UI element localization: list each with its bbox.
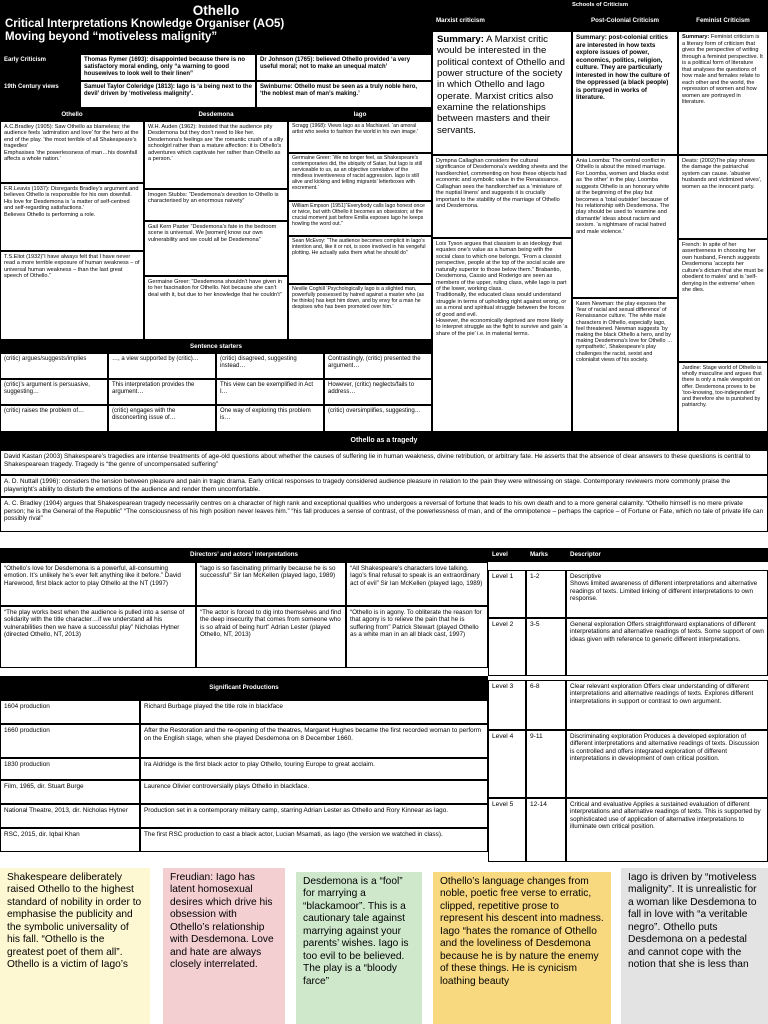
directors-heading: Directors’ and actors’ interpretations (0, 548, 488, 562)
level-descriptor: Descriptive Shows limited awareness of different interpretations and alternative readings of texts. Limited linking of different interpretations to own response. (566, 570, 768, 618)
descriptor-col-heading: Descriptor (566, 548, 768, 562)
iago-critic-coghill: Neville Coghill ‘Psychologically Iago is a slighted man, powerfully possessed by hatred against a master who (as he thinks) has kept him down, and by envy for a man he despises who has been promoted over him.’ (288, 284, 432, 340)
note-nobility: Shakespeare deliberately raised Othello to the highest standard of nobility in order to emphasise the publicity and the symbolic universality of his fall. “Othello is the greatest poet of them all”. Othello is a victim of Iago’s (0, 868, 150, 1024)
level-label: Level 4 (488, 730, 526, 798)
level-label: Level 2 (488, 618, 526, 676)
marxist-callaghan: Dympna Callaghan considers the cultural significance of Desdemona’s wedding sheets and the handkerchief, commenting on how these objects had economic and symbolic value in the Renaissance. Callaghan sees the handkerchief as a ‘miniature of the nuptial linens’ and suggests it is crucially important to the stability of the marriage of Othello and Desdemona. (432, 155, 572, 238)
feminist-deats: Deats: (2002)The play shows the damage the patriarchal system can cause. ‘abusive husbands and victimized wives’, women as the innocent party. (678, 155, 768, 239)
starter-cell: (critic) engages with the disconcerting issue of… (108, 405, 216, 432)
note-othello-language: Othello’s language changes from noble, poetic free verse to erratic, clipped, repetitive prose to represent his descent into madness. Iago “hates the romance of Othello and the loveliness of Desdemona because he is by nature the enemy of these things. He is cynicism loathing beauty (433, 872, 611, 1024)
level-label: Level 5 (488, 798, 526, 862)
level-descriptor: Discriminating exploration Produces a developed exploration of different interpretations and alternative readings of texts. Discussion is controlled and offers integrated exploration of different interpretations in development of own critical position. (566, 730, 768, 798)
production-detail: Richard Burbage played the title role in blackface (140, 700, 488, 724)
schools-heading: Schools of Criticism (432, 0, 768, 10)
production-detail: After the Restoration and the re-opening of the theatres, Margaret Hughes became the first recorded woman to perform on the English stage, when she played Desdemona on 8 December 1660. (140, 724, 488, 758)
marxist-summary-text: A Marxist critic would be interested in the political context of Othello and power structure of the society in which Othello and Iago operate. Marxist critics also examine the relationships between masters and their servants. (437, 34, 565, 136)
critic-swinburne: Swinburne: Othello must be seen as a truly noble hero, ‘the noblest man of man’s making.’ (256, 81, 432, 108)
starter-cell: This interpretation provides the argument… (108, 379, 216, 405)
level-marks: 9-11 (526, 730, 566, 798)
marxist-summary-label: Summary: (437, 34, 484, 45)
director-quote: “All Shakespeare’s characters love talking. Iago’s final refusal to speak is an extraordinary act of evil” Sir Ian McKellen (played Iago, 1989) (346, 562, 488, 606)
desdemona-critic-paster: Gail Kern Paster “Desdemona’s fate in the bedroom scene is universal. We [women] know our own vulnerability and we could all be Desdemona” (144, 221, 288, 276)
feminist-jardine: Jardine: Stage world of Othello is wholly masculine and argues that there is only a male viewpoint on offer. Desdemona proves to be ‘too-knowing, too-independent’ and therefore she is punished by patriarchy. (678, 362, 768, 432)
level-marks: 1-2 (526, 570, 566, 618)
critic-rymer: Thomas Rymer (1693): disappointed because there is no satisfactory moral ending, only “a warning to good housewives to look well to their linen” (80, 54, 256, 81)
iago-critic-greer: Germaine Greer: ‘We no longer feel, as Shakespeare’s contemporaries did, the ubiquity of Satan, but Iago is still serviceable to us, as an objective correlative of the mindless inventiveness of racist aggression. Iago is still alive and kicking and telling migrants’ letterboxes with excrement.’ (288, 153, 432, 201)
starter-cell: (critic) disagreed, suggesting instead… (216, 353, 324, 379)
iago-heading: Iago (288, 108, 432, 121)
level-col-heading: Level (488, 548, 526, 562)
production-year: 1604 production (0, 700, 140, 724)
page-subtitle-2: Moving beyond “motiveless malignity” (5, 31, 218, 43)
director-quote: “The play works best when the audience is pulled into a sense of solidarity with the title character…if we understand all his vulnerabilities then we have a successful play” Nicholas Hytner (directed Othello, NT, 2013) (0, 606, 196, 668)
page-subtitle: Critical Interpretations Knowledge Organiser (AO5) (5, 18, 285, 30)
director-quote: “Othello is in agony. To obliterate the reason for that agony is to relieve the pain that he is suffering from” Patrick Stewart (played Othello as a white man in an all black cast, 1997) (346, 606, 488, 668)
postcolonial-loomba: Ania Loomba: The central conflict in Othello is about the mixed marriage. For Loomba, women and blacks exist as ‘the other’ in the play. Loomba suggests Othello is an honorary white at the beginning of the play but becomes a ‘total outsider’ because of his relationship with Desdemona. The play should be used to ‘examine and dismantle’ ideas about racism and sexism. ‘a nightmare of racial hatred and male violence.’ (572, 155, 678, 298)
note-iago-malignity: Iago is driven by “motiveless malignity”. It is unrealistic for a woman like Desdemona to fall in love with “a veritable negro”. Othello puts Desdemona on a pedestal and cannot cope with the notion that she is less than (621, 868, 768, 1024)
level-marks: 6-8 (526, 680, 566, 730)
desdemona-heading: Desdemona (144, 108, 288, 121)
level-descriptor: Clear relevant exploration Offers clear understanding of different interpretations and alternative readings of texts. Explores different interpretations in support or contrast to own argument. (566, 680, 768, 730)
othello-heading: Othello (0, 108, 144, 121)
feminist-summary-text: Feminist criticism is a literary form of criticism that gives the perspective of writing through a feminist perspective. It is a political form of literature that analyses the questions of how male and females relate to each other and the world, the repression of women and how women are portrayed in literature. (682, 34, 763, 106)
level-marks: 3-5 (526, 618, 566, 676)
sentence-starters-heading: Sentence starters (0, 340, 432, 353)
tragedy-kastan: David Kastan (2003) Shakespeare’s tragedies are intense treatments of age-old questions about whether the causes of suffering lie in human weakness, divine retribution, or arbitrary fate. He asserts that the absence of clear answers to these questions is central to Shakespearean tragedy. Tragedy is “the genre of uncompensated suffering” (0, 450, 768, 475)
note-desdemona-fool: Desdemona is a “fool” for marrying a “blackamoor”. This is a cautionary tale against marrying against your parents’ wishes. Iago is too evil to be believed. The play is a “bloody farce” (296, 872, 422, 1024)
productions-heading: Significant Productions (0, 676, 488, 700)
feminist-heading: Feminist Criticism (678, 10, 768, 31)
desdemona-critic-auden: W.H. Auden (1962): Insisted that the audience pity Desdemona but they don’t need to like her. Desdemona’s feelings are ‘the romantic crush of a silly schoolgirl rather than a mature affection: it is Othello’s adventures which captivate her rather than Othello as a person.’ (144, 121, 288, 189)
iago-critic-mcevoy: Sean McEvoy: “The audience becomes complicit in Iago’s intention and, like it or not, is soon involved in his vengeful plotting. He actually asks them what he should do” (288, 236, 432, 284)
production-detail: The first RSC production to cast a black actor, Lucian Msamati, as Iago (the version we watched in class). (140, 828, 488, 852)
postcolonial-summary-text: post-colonial critics are interested in how texts explore issues of power, economics, politics, religion, culture. They are particularly interested in how the culture of the oppressed (a black people) is portrayed in works of literature. (576, 34, 670, 102)
feminist-summary (678, 31, 768, 155)
starter-cell: However, (critic) neglects/fails to address… (324, 379, 432, 405)
director-quote: “The actor is forced to dig into themselves and find the deep insecurity that comes from someone who is so afraid of being hurt” Adrian Lester (played Othello, NT, 2013) (196, 606, 346, 668)
othello-critic-eliot: T.S.Eliot (1932)“I have always felt that I have never read a more terrible exposure of human weakness – of universal human weakness – than the last great speech of Othello.” (0, 251, 144, 340)
postcolonial-summary (572, 31, 678, 155)
level-marks: 12-14 (526, 798, 566, 862)
desdemona-critic-greer: Germaine Greer: “Desdemona shouldn’t have given in to her fascination for Othello. Not because she can’t deal with it, but due to her knowledge that he couldn’t” (144, 276, 288, 340)
critic-johnson: Dr Johnson (1765): believed Othello provided ‘a very useful moral; not to make an unequal match’ (256, 54, 432, 81)
starter-cell: (critic)’s argument is persuasive, suggesting… (0, 379, 108, 405)
starter-cell: This view can be exemplified in Act I… (216, 379, 324, 405)
starter-cell: Contrastingly, (critic) presented the argument… (324, 353, 432, 379)
othello-critic-leavis: F.R.Leavis (1937): Disregards Bradley’s argument and believes Othello is responsible for his own downfall. His love for Desdemona is ‘a matter of self-centred and self-regarding satisfactions.’ Believes Othello is performing a role. (0, 183, 144, 251)
iago-critic-empson: William Empson (1951)“Everybody calls Iago honest once or twice, but with Othello it becomes an obsession; at the crucial moment just before Emilia exposes Iago he keeps howling the word out.” (288, 201, 432, 236)
production-year: 1830 production (0, 758, 140, 780)
marks-col-heading: Marks (526, 548, 566, 562)
starter-cell: (critic) oversimplifies, suggesting… (324, 405, 432, 432)
marxist-tyson: Lois Tyson argues that classism is an ideology that equates one’s value as a human being with the social class to which one belongs. “From a classist perspective, people at the top of the social scale are naturally superior to those below them.” Brabantio, Desdemona, Cassio and Roderigo are seen as members of the upper, ruling class, while Iago is part of the lower, working class. Traditionally, the educated class would understand struggle in terms of upholding right against wrong, or as a moral and spiritual struggle between the forces of good and evil. However, the economically deprived are more likely to interpret struggle as the fight to survive and gain ‘a share of the pie’ i.e. in material terms. (432, 238, 572, 432)
iago-critic-scragg: Scragg (1968): Views Iago as a Machiavel. ‘an amoral artist who seeks to fashion the world in his own image.’ (288, 121, 432, 153)
note-freudian: Freudian: Iago has latent homosexual desires which drive his obsession with Othello’s relationship with Desdemona. Love and hate are always closely interrelated. (163, 868, 285, 1024)
othello-critic-bradley: A.C.Bradley (1905): Saw Othello as blameless; the audience feels ‘admiration and love’ for the hero at the end of the play. ‘the most terrible of all Shakespeare’s tragedies’ Emphasises ‘the powerlessness of man…his downfall affects a whole nation.’ (0, 121, 144, 183)
production-year: Film, 1965, dir. Stuart Burge (0, 780, 140, 804)
production-detail: Laurence Olivier controversially plays Othello in blackface. (140, 780, 488, 804)
production-year: RSC, 2015, dir. Iqbal Khan (0, 828, 140, 852)
level-descriptor: General exploration Offers straightforward explanations of different interpretations and alternative readings of texts. Some support of own ideas given with reference to generic different interpretations. (566, 618, 768, 676)
starter-cell: …, a view supported by (critic)… (108, 353, 216, 379)
tragedy-bradley: A. C. Bradley (1904) argues that Shakespearean tragedy necessarily centres on a character of high rank and exceptional qualities who undergoes a reversal of fortune that leads to his own death and to a more general calamity. “Othello himself is no mere private person; he is the General of the Republic” “The consciousness of his high position never leaves him.” “his fall produces a sense of contrast, of the powerlessness of man, and of the omnipotence – perhaps the caprice – of Fortune or Fate, which no tale of private life can possibly rival” (0, 497, 768, 532)
marxist-summary (432, 31, 572, 155)
production-year: National Theatre, 2013, dir. Nicholas Hytner (0, 804, 140, 828)
production-detail: Ira Aldridge is the first black actor to play Othello, touring Europe to great acclaim. (140, 758, 488, 780)
desdemona-critic-stubbs: Imogen Stubbs: “Desdemona’s devotion to Othello is characterised by an enormous naivety” (144, 189, 288, 221)
feminist-summary-label: Summary: (682, 34, 710, 40)
header-block (0, 0, 432, 54)
director-quote: “Iago is so fascinating primarily because he is so successful” Sir Ian McKellen (played Iago, 1989) (196, 562, 346, 606)
postcolonial-heading: Post-Colonial Criticism (572, 10, 678, 31)
postcolonial-newman: Karen Newman: the play exposes the ‘fear of racial and sexual difference’ of Renaissance culture. ‘The white male characters in Othello, especially Iago, feel threatened. Newman suggests ‘by making the black Othello a hero, and by making Desdemona’s love for Othello … sympathetic’, Shakespeare’s play challenges the racist, sexist and colonialist views of his society. (572, 298, 678, 432)
production-detail: Production set in a contemporary military camp, starring Adrian Lester as Othello and Rory Kinnear as Iago. (140, 804, 488, 828)
director-quote: “Othello’s love for Desdemona is a powerful, all-consuming emotion. It’s unlikely he’s ever felt anything like it before.” David Harewood, first black actor to play Othello at the NT (1997) (0, 562, 196, 606)
postcolonial-summary-label: Summary: (576, 34, 607, 41)
level-label: Level 1 (488, 570, 526, 618)
critic-coleridge: Samuel Taylor Coleridge (1813): Iago is ‘a being next to the devil’ driven by ‘motiveless malignity’. (80, 81, 256, 108)
marxist-heading: Marxist criticism (432, 10, 572, 31)
level-descriptor: Critical and evaluative Applies a sustained evaluation of different interpretations and alternative readings of texts. This is supported by sophisticated use of application of alternative interpretations to illuminate own critical position. (566, 798, 768, 862)
starter-cell: (critic) argues/suggests/implies (0, 353, 108, 379)
early-criticism-label: Early Criticism (0, 54, 80, 81)
level-label: Level 3 (488, 680, 526, 730)
starter-cell: (critic) raises the problem of… (0, 405, 108, 432)
tragedy-nuttall: A. D. Nuttall (1996): considers the tension between pleasure and pain in tragic drama. Early critical responses to tragedy considered audience pleasure in relation to the pain they were witnessing on stage. Contemporary reviewers more commonly praise the playwright’s ability to disturb the emotions of the audience and render them uncomfortable. (0, 475, 768, 497)
c19-label: 19th Century views (0, 81, 80, 108)
production-year: 1660 production (0, 724, 140, 758)
starter-cell: One way of exploring this problem is… (216, 405, 324, 432)
page-title: Othello (192, 3, 240, 18)
feminist-french: French: In spite of her assertiveness in choosing her own husband, French suggests Desdemona ‘accepts her culture’s dictum that she must be obedient to males’ and is ‘self-denying in the extreme’ when she dies. (678, 239, 768, 362)
tragedy-heading: Othello as a tragedy (0, 432, 768, 450)
